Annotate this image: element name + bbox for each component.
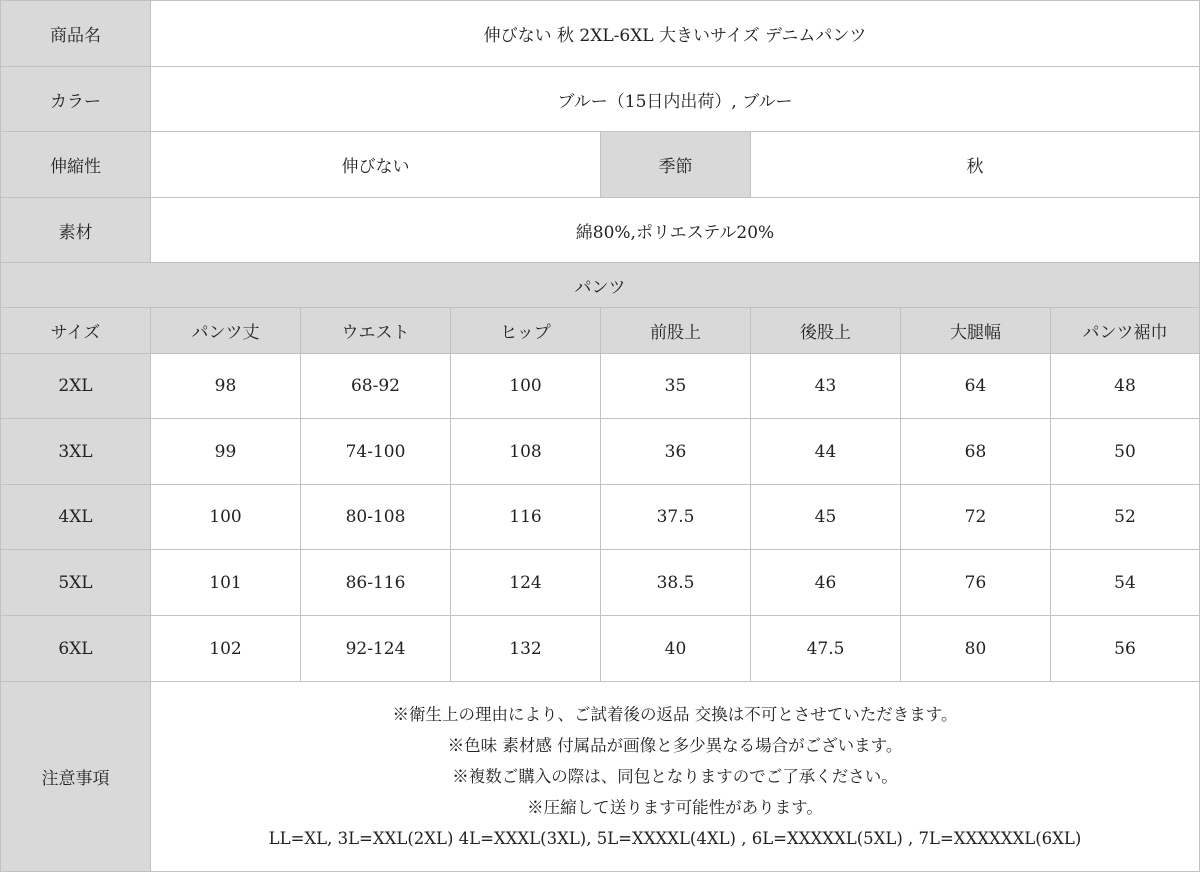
- size-cell: 2XL: [58, 376, 93, 396]
- table-cell-value: 98: [214, 376, 237, 396]
- table-cell-value: 86-116: [345, 572, 406, 593]
- table-cell-value: 46: [814, 572, 837, 593]
- table-cell: [750, 418, 901, 485]
- size-cell: 6XL: [58, 638, 93, 659]
- product-name-label-text: 商品名: [50, 26, 101, 46]
- table-row-size: [0, 549, 151, 616]
- table-cell: [150, 353, 301, 419]
- size-header-length: [150, 307, 301, 354]
- table-cell-value: 43: [814, 376, 837, 396]
- table-cell: [600, 484, 751, 550]
- table-cell: [1050, 549, 1200, 616]
- table-cell-value: 99: [214, 441, 237, 462]
- material-label: [0, 197, 151, 263]
- table-cell-value: 132: [509, 638, 542, 659]
- notes-content: [150, 681, 1200, 872]
- table-cell-value: 74-100: [345, 441, 406, 462]
- table-row-size: [0, 615, 151, 682]
- table-cell: [900, 353, 1051, 419]
- color-text: ブルー（15日内出荷）, ブルー: [557, 91, 793, 112]
- note-line-size-map: LL=XL, 3L=XXL(2XL) 4L=XXXL(3XL), 5L=XXXXL(4XL) , 6L=XXXXXL(5XL) , 7L=XXXXXXL(6XL): [268, 829, 1082, 848]
- table-cell-value: 124: [509, 572, 542, 593]
- table-cell: [300, 418, 451, 485]
- table-cell: [150, 418, 301, 485]
- size-section-title: [0, 262, 1200, 308]
- table-cell-value: 68-92: [350, 376, 400, 396]
- table-cell-value: 100: [509, 376, 542, 396]
- stretch-value: [150, 131, 601, 198]
- note-line-color: ※色味 素材感 付属品が画像と多少異なる場合がございます。: [447, 736, 903, 755]
- size-header-text: パンツ丈: [191, 323, 260, 343]
- table-cell: [1050, 484, 1200, 550]
- table-cell: [900, 549, 1051, 616]
- size-cell: 4XL: [58, 507, 93, 527]
- season-label: [600, 131, 751, 198]
- table-cell-value: 101: [209, 572, 242, 593]
- table-cell-value: 52: [1114, 507, 1136, 527]
- table-cell-value: 72: [964, 507, 987, 527]
- table-cell: [450, 549, 601, 616]
- table-cell: [1050, 353, 1200, 419]
- table-cell-value: 44: [814, 441, 837, 462]
- table-cell-value: 68: [964, 441, 987, 462]
- season-text: 秋: [966, 157, 984, 177]
- table-cell: [600, 615, 751, 682]
- table-cell: [900, 418, 1051, 485]
- table-cell-value: 116: [509, 507, 542, 527]
- table-cell: [750, 615, 901, 682]
- size-header-size: [0, 307, 151, 354]
- table-cell: [300, 353, 451, 419]
- table-cell: [150, 615, 301, 682]
- table-cell-value: 80-108: [345, 507, 406, 527]
- table-cell-value: 92-124: [345, 638, 406, 659]
- table-cell-value: 56: [1114, 638, 1136, 659]
- season-label-text: 季節: [658, 157, 693, 177]
- stretch-label-text: 伸縮性: [50, 157, 101, 177]
- table-cell-value: 76: [964, 572, 987, 593]
- notes-label-text: 注意事項: [41, 769, 110, 789]
- table-cell-value: 47.5: [806, 638, 845, 659]
- table-cell-value: 54: [1114, 572, 1136, 593]
- table-cell: [150, 549, 301, 616]
- table-cell-value: 108: [509, 441, 542, 462]
- size-header-text: 後股上: [800, 323, 851, 343]
- product-name-value: [150, 0, 1200, 67]
- note-line-hygiene: ※衛生上の理由により、ご試着後の返品 交換は不可とさせていただきます。: [392, 705, 958, 724]
- table-cell-value: 36: [664, 441, 687, 462]
- table-cell-value: 102: [209, 638, 242, 659]
- size-cell: 5XL: [58, 572, 93, 593]
- table-cell: [1050, 615, 1200, 682]
- material-label-text: 素材: [58, 222, 93, 243]
- table-cell: [900, 615, 1051, 682]
- table-cell-value: 35: [664, 376, 687, 396]
- table-cell: [450, 484, 601, 550]
- table-cell: [300, 615, 451, 682]
- table-cell: [750, 484, 901, 550]
- note-line-bundle: ※複数ご購入の際は、同包となりますのでご了承ください。: [452, 767, 898, 786]
- size-header-text: パンツ裾巾: [1082, 323, 1168, 343]
- table-cell-value: 100: [209, 507, 242, 527]
- product-name-text: 伸びない 秋 2XL-6XL 大きいサイズ デニムパンツ: [483, 26, 867, 46]
- table-cell-value: 38.5: [656, 572, 695, 593]
- table-cell: [450, 418, 601, 485]
- size-header-text: 大腿幅: [950, 323, 1001, 343]
- color-value: [150, 66, 1200, 132]
- table-cell: [600, 353, 751, 419]
- stretch-text: 伸びない: [341, 157, 410, 177]
- size-header-text: 前股上: [650, 323, 701, 343]
- season-value: [750, 131, 1200, 198]
- table-row-size: [0, 418, 151, 485]
- size-header-back-rise: [750, 307, 901, 354]
- notes-label: [0, 681, 151, 872]
- table-cell: [300, 484, 451, 550]
- material-value: [150, 197, 1200, 263]
- stretch-label: [0, 131, 151, 198]
- table-cell: [450, 615, 601, 682]
- size-header-hem: [1050, 307, 1200, 354]
- table-cell: [900, 484, 1051, 550]
- table-cell: [600, 418, 751, 485]
- table-cell: [450, 353, 601, 419]
- size-header-text: サイズ: [50, 323, 101, 343]
- table-cell-value: 64: [964, 376, 987, 396]
- table-cell-value: 40: [664, 638, 687, 659]
- table-cell-value: 50: [1114, 441, 1136, 462]
- table-cell-value: 80: [964, 638, 987, 659]
- size-header-thigh: [900, 307, 1051, 354]
- size-header-front-rise: [600, 307, 751, 354]
- note-line-compress: ※圧縮して送ります可能性があります。: [527, 798, 823, 817]
- table-cell-value: 37.5: [656, 507, 695, 527]
- table-cell: [1050, 418, 1200, 485]
- material-text: 綿80%,ポリエステル20%: [575, 222, 775, 243]
- size-cell: 3XL: [58, 441, 93, 462]
- size-header-waist: [300, 307, 451, 354]
- size-section-title-text: パンツ: [574, 277, 626, 298]
- table-cell: [750, 549, 901, 616]
- table-cell: [750, 353, 901, 419]
- table-cell: [150, 484, 301, 550]
- table-row-size: [0, 484, 151, 550]
- table-cell-value: 45: [814, 507, 837, 527]
- table-row-size: [0, 353, 151, 419]
- table-cell-value: 48: [1114, 376, 1136, 396]
- product-name-label: [0, 0, 151, 67]
- size-header-text: ヒップ: [500, 323, 551, 343]
- color-label-text: カラー: [50, 91, 101, 112]
- size-header-hip: [450, 307, 601, 354]
- table-cell: [600, 549, 751, 616]
- table-cell: [300, 549, 451, 616]
- size-header-text: ウエスト: [341, 323, 410, 343]
- color-label: [0, 66, 151, 132]
